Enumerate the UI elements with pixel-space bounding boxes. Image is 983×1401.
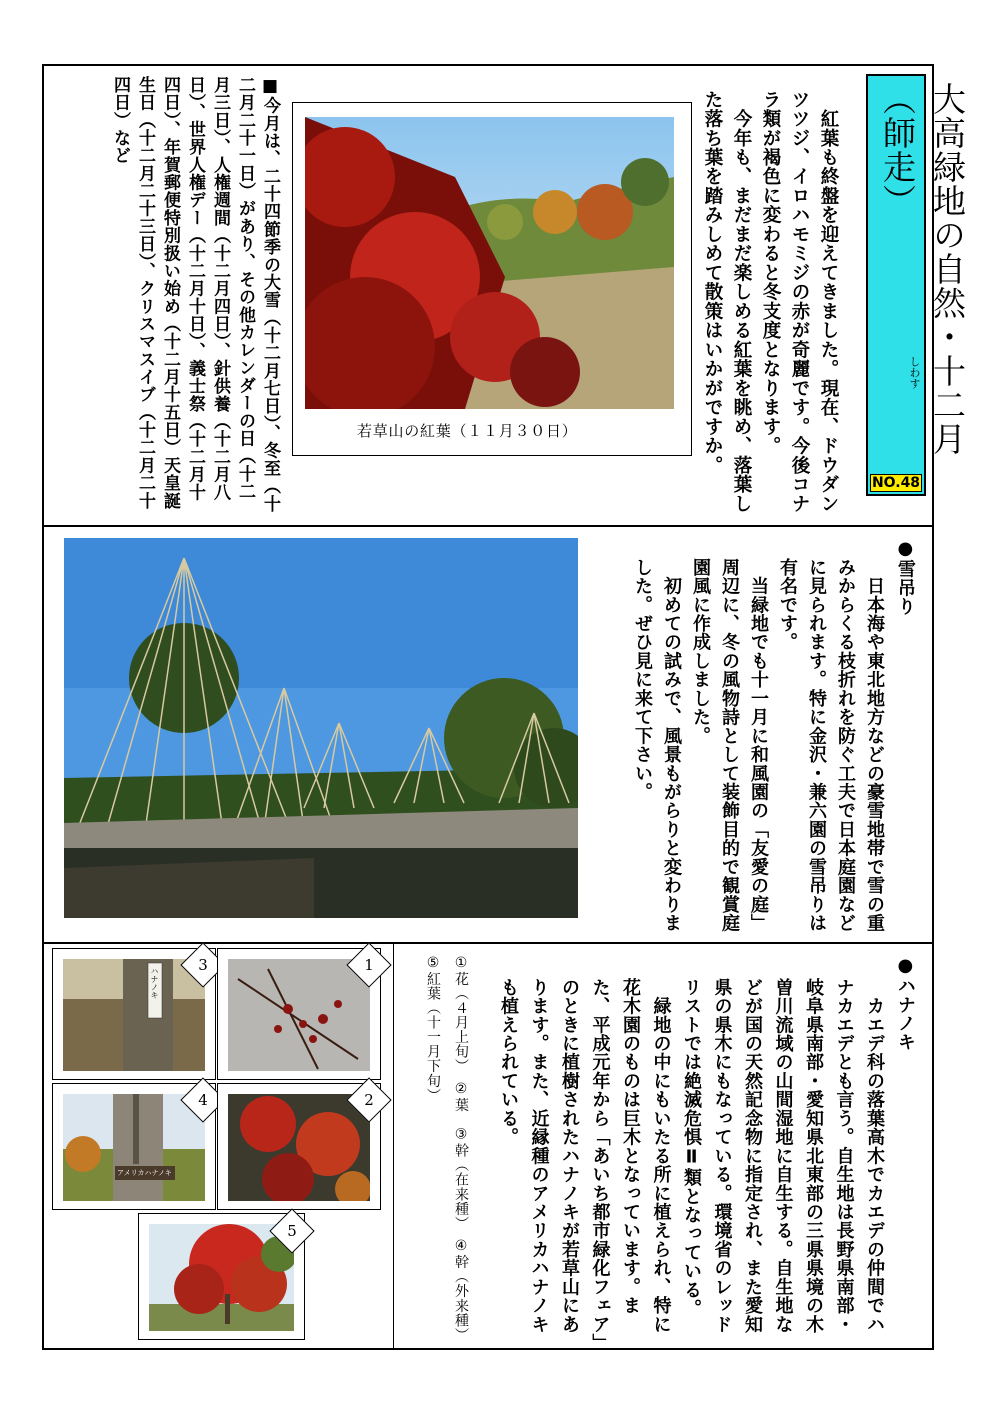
thumb-2-badge: 2 [346,1077,391,1122]
thumb-1-badge: 1 [346,942,391,987]
section-divider-top [42,525,934,527]
thumb-4-sign: アメリカハナノキ [117,1169,172,1177]
thumb-3-badge: 3 [180,942,225,987]
issue-number: NO.48 [871,475,921,491]
calendar-text: ■今月は、二十四節季の大雪（十二月七日）、冬至（十二月二十一日）があり、その他カレンダーの日（十二月三日）、人権週間（十二月四日）、針供養（十二月八日）、世界人権デー（十二月十日）、義士祭（十二月十四日）、年賀郵便特別扱い始め（十二月十五日）天皇誕生日（十二月二十三日）、クリスマスイブ（十二月二十四日）など [110,76,280,513]
hananoki-heading: ●ハナノキ [894,955,916,1052]
yukizuri-photo [64,538,578,918]
title-box [866,74,967,496]
hananoki-legend: ①花（４月上旬） ②葉 ③幹（在来種） ④幹（外来種） ⑤紅葉（十一月下旬） [425,955,469,1350]
column-divider [393,943,394,1349]
thumb-3-sign: ハナノキ [150,967,159,999]
thumb-4-image [63,1094,205,1201]
title-ruby: しわす [908,356,921,389]
momiji-caption: 若草山の紅葉（１１月３０日） [357,422,578,440]
thumb-5-image [149,1224,294,1331]
section-divider-bottom [42,942,934,944]
thumb-1-image [228,959,370,1071]
yukizuri-text: 日本海や東北地方などの豪雪地帯で雪の重みからくる枝折れを防ぐ工夫で日本庭園などに見られます。特に金沢・兼六園の雪吊りは有名です。 当緑地でも十一月に和風園の「友愛の庭」周辺に、冬の風物詩として装飾目的で観賞庭園風に作成しました。 初めての試みで、風景もがらりと変わりました。ぜひ見に来て下さい。 [632,558,885,933]
yukizuri-heading: ●雪吊り [894,538,916,616]
intro-text: 紅葉も終盤を迎えてきました。現在、ドウダンツツジ、イロハモミジの赤が奇麗です。今後コナラ類が褐色に変わると冬支度となります。 今年も、まだまだ楽しめる紅葉を眺め、落葉した落ち葉を踏みしめて散策はいかがですか。 [702,90,839,514]
hananoki-text: カエデ科の落葉高木でカエデの仲間でハナカエデとも言う。自生地は長野県南部・岐阜県南部・愛知県北東部の三県県境の木曽川流域の山間湿地に自生する。自生地などが国の天然記念物に指定され、また愛知県の県木にもなっている。環境省のレッドリストでは絶滅危惧Ⅱ類となっている。 緑地の中にもいたる所に植えられ、特に花木園のものは巨木となっています。また、平成元年から「あいち都市緑化フェア」のときに植樹されたハナノキが若草山にあります。また、近縁種のアメリカハナノキも植えられている。 [498,978,885,1344]
thumb-2-image [228,1094,370,1201]
momiji-photo [305,117,674,409]
thumb-5-badge: 5 [269,1208,314,1253]
thumb-4-badge: 4 [180,1077,225,1122]
thumb-3-image [63,959,205,1071]
page-title: 大高緑地の自然・十二月（師走） [878,82,967,456]
